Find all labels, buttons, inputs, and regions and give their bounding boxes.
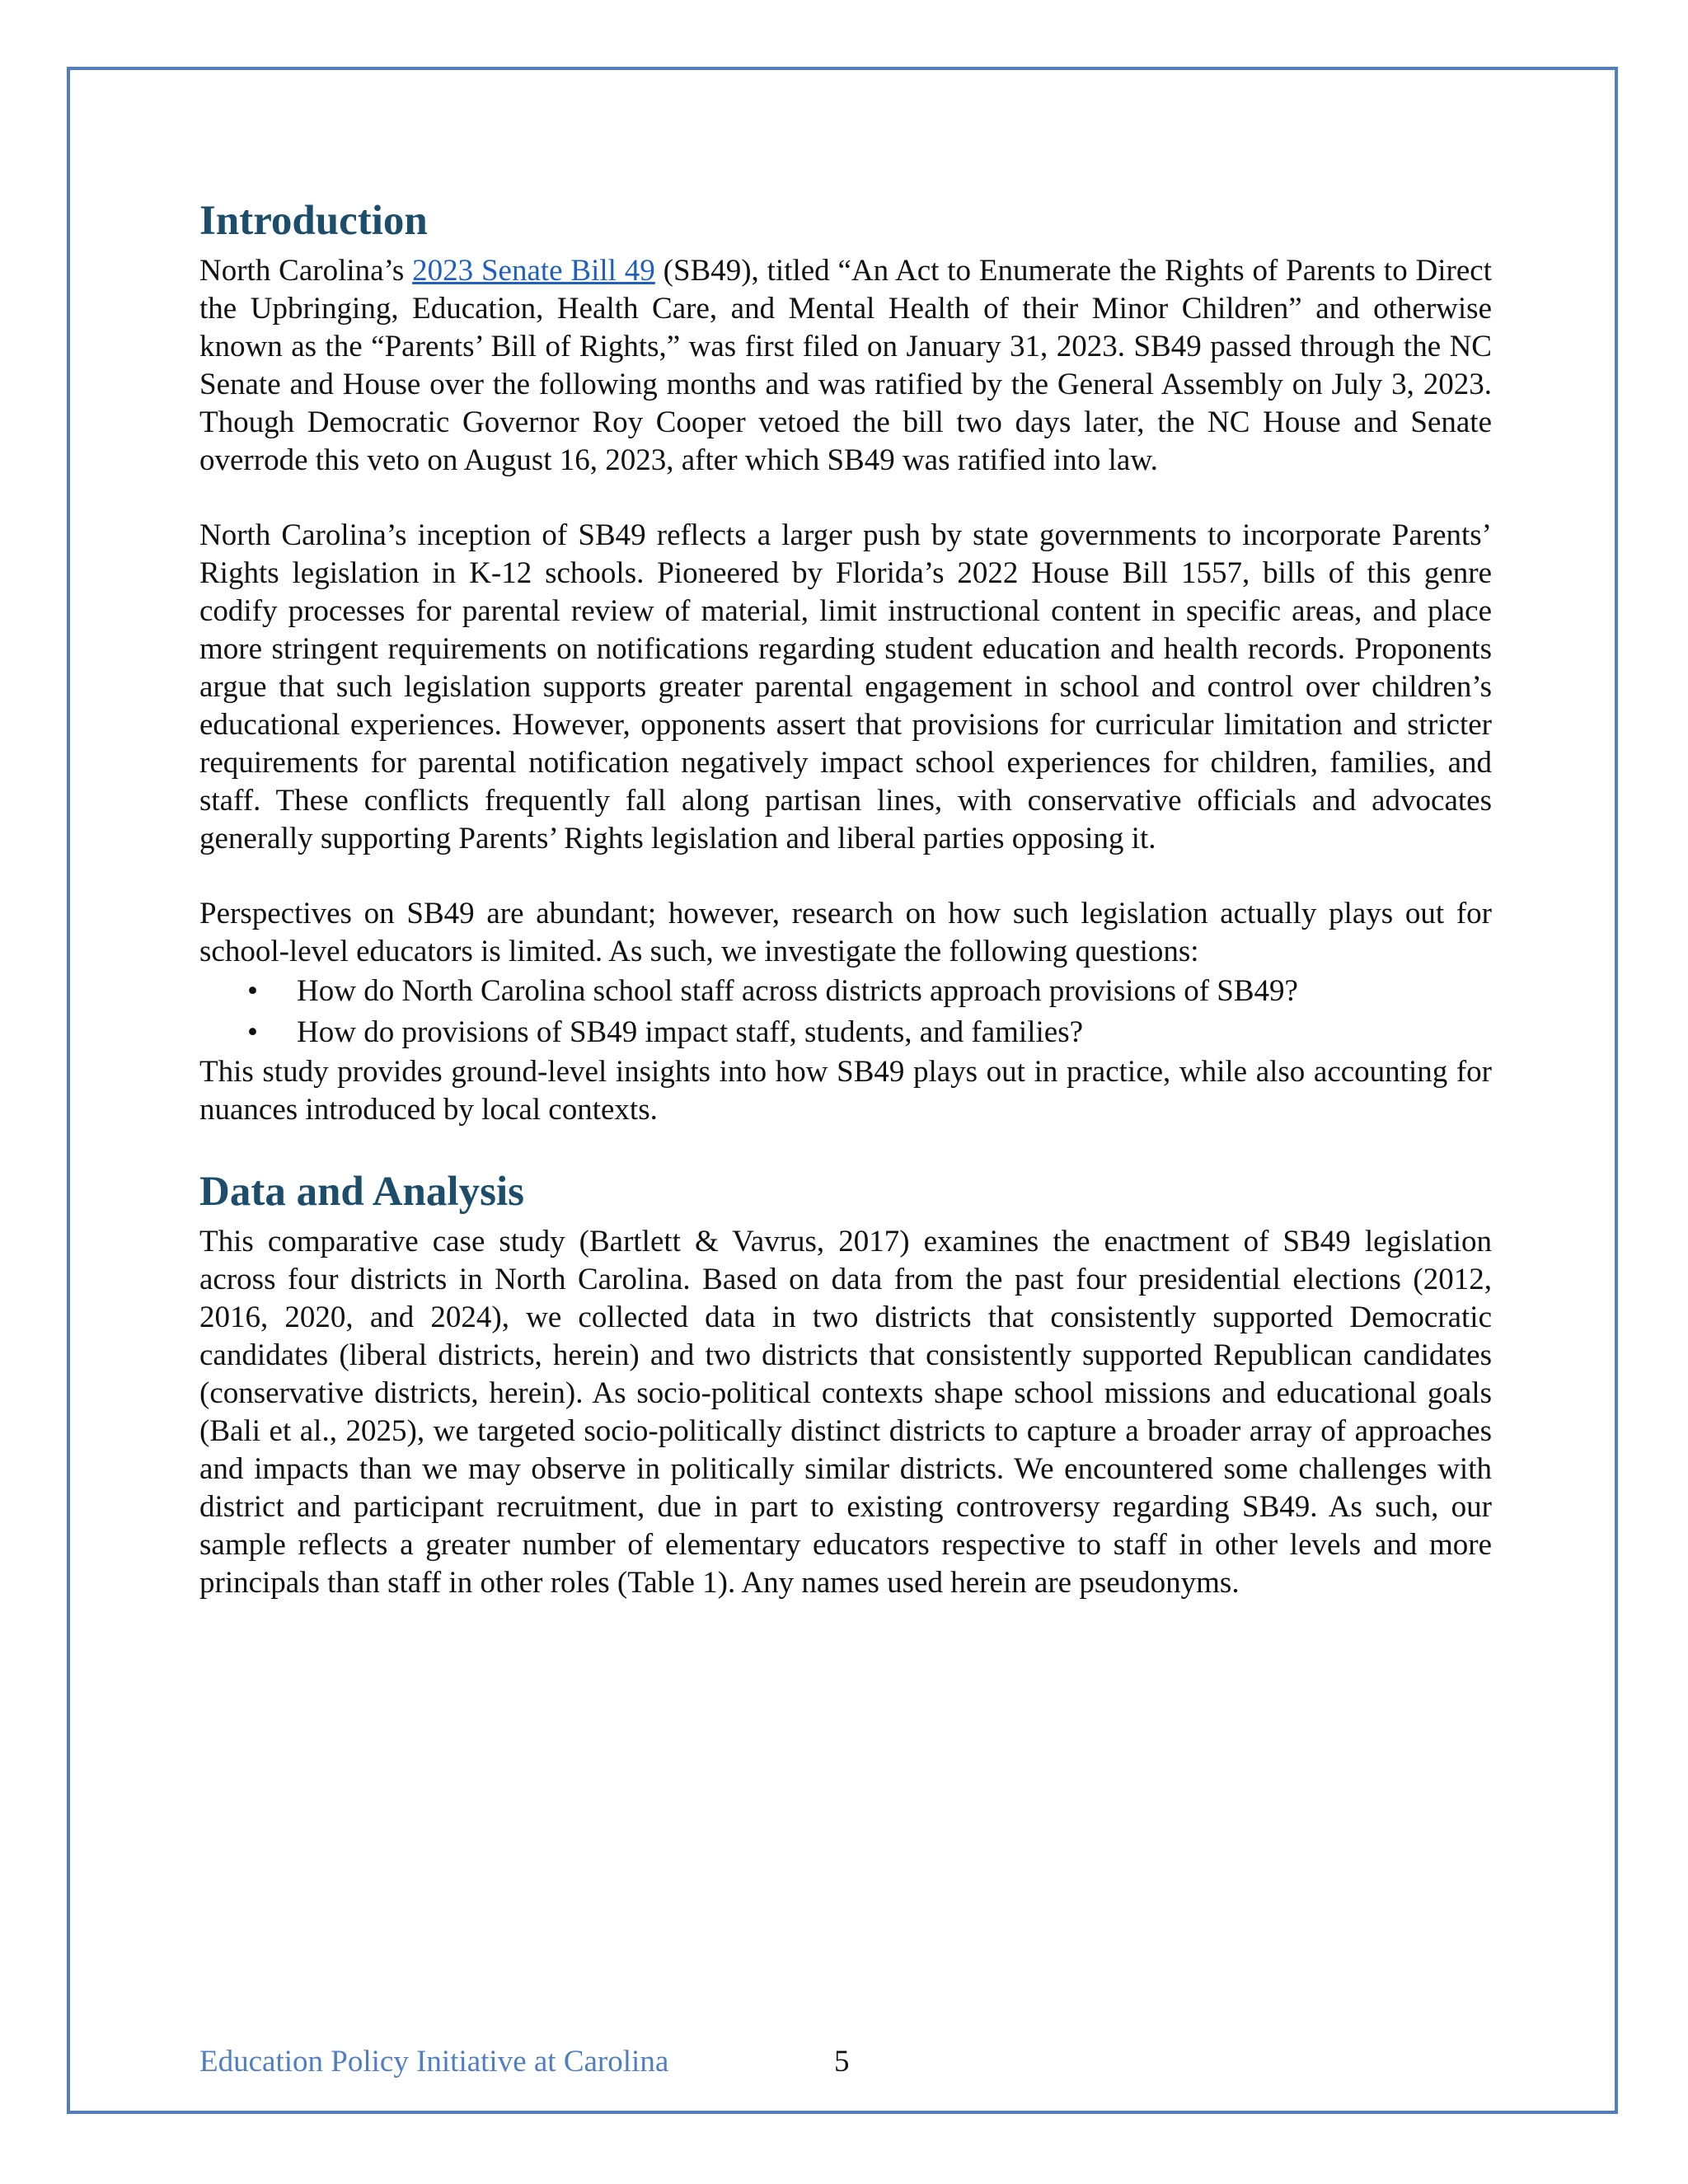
- research-question-text: How do North Carolina school staff across districts approach provisions of SB49?: [297, 974, 1298, 1008]
- document-body: [199, 194, 1492, 1602]
- research-question-2: [199, 1012, 1492, 1053]
- introduction-heading: Introduction: [199, 198, 428, 244]
- page-number: 5: [834, 2045, 850, 2079]
- intro-p1-lead-text: North Carolina’s: [199, 254, 413, 288]
- data-analysis-paragraph-1: This comparative case study (Bartlett & Vavrus, 2017) examines the enactment of SB49 legislation across four districts in North Carolina. Based on data from the past four presidential elections (2012, 2016, 2020, and 2024), we collected data in two districts that consistently supported Democratic candidates (liberal districts, herein) and two districts that consistently supported Republican candidates (conservative districts, herein). As socio-political contexts shape school missions and educational goals (Bali et al., 2025), we targeted socio-politically distinct districts to capture a broader array of approaches and impacts than we may observe in politically similar districts. We encountered some challenges with district and participant recruitment, due in part to existing controversy regarding SB49. As such, our sample reflects a greater number of elementary educators respective to staff in other levels and more principals than staff in other roles (Table 1). Any names used herein are pseudonyms.: [199, 1225, 1492, 1600]
- introduction-paragraph-1: [199, 252, 1492, 480]
- introduction-paragraph-4: This study provides ground-level insights into how SB49 plays out in practice, while also accounting for nuances introduced by local contexts.: [199, 1055, 1492, 1127]
- research-questions-list: [199, 971, 1492, 1053]
- introduction-paragraph-2: North Carolina’s inception of SB49 reflects a larger push by state governments to incorporate Parents’ Rights legislation in K-12 schools. Pioneered by Florida’s 2022 House Bill 1557, bills of this genre codify processes for parental review of material, limit instructional content in specific areas, and place more stringent requirements on notifications regarding student education and health records. Proponents argue that such legislation supports greater parental engagement in school and control over children’s educational experiences. However, opponents assert that provisions for curricular limitation and stricter requirements for parental notification negatively impact school experiences for children, families, and staff. These conflicts frequently fall along partisan lines, with conservative officials and advocates generally supporting Parents’ Rights legislation and liberal parties opposing it.: [199, 518, 1492, 855]
- bullet-icon: •: [247, 1015, 258, 1049]
- intro-p1-body-text: (SB49), titled “An Act to Enumerate the Rights of Parents to Direct the Upbringing, Education, Health Care, and Mental Health of their Minor Children” and otherwise known as the “Parents’ Bill of Rights,” was first filed on January 31, 2023. SB49 passed through the NC Senate and House over the following months and was ratified by the General Assembly on July 3, 2023. Though Democratic Governor Roy Cooper vetoed the bill two days later, the NC House and Senate overrode this veto on August 16, 2023, after which SB49 was ratified into law.: [199, 254, 1492, 477]
- research-question-text: How do provisions of SB49 impact staff, students, and families?: [297, 1015, 1084, 1049]
- bullet-icon: •: [247, 974, 258, 1008]
- data-analysis-heading: Data and Analysis: [199, 1169, 524, 1215]
- research-question-1: [199, 971, 1492, 1012]
- introduction-paragraph-3: Perspectives on SB49 are abundant; however, research on how such legislation actually plays out for school-level educators is limited. As such, we investigate the following questions:: [199, 897, 1492, 968]
- footer-organization: Education Policy Initiative at Carolina: [199, 2045, 669, 2079]
- senate-bill-49-link[interactable]: 2023 Senate Bill 49: [412, 254, 655, 288]
